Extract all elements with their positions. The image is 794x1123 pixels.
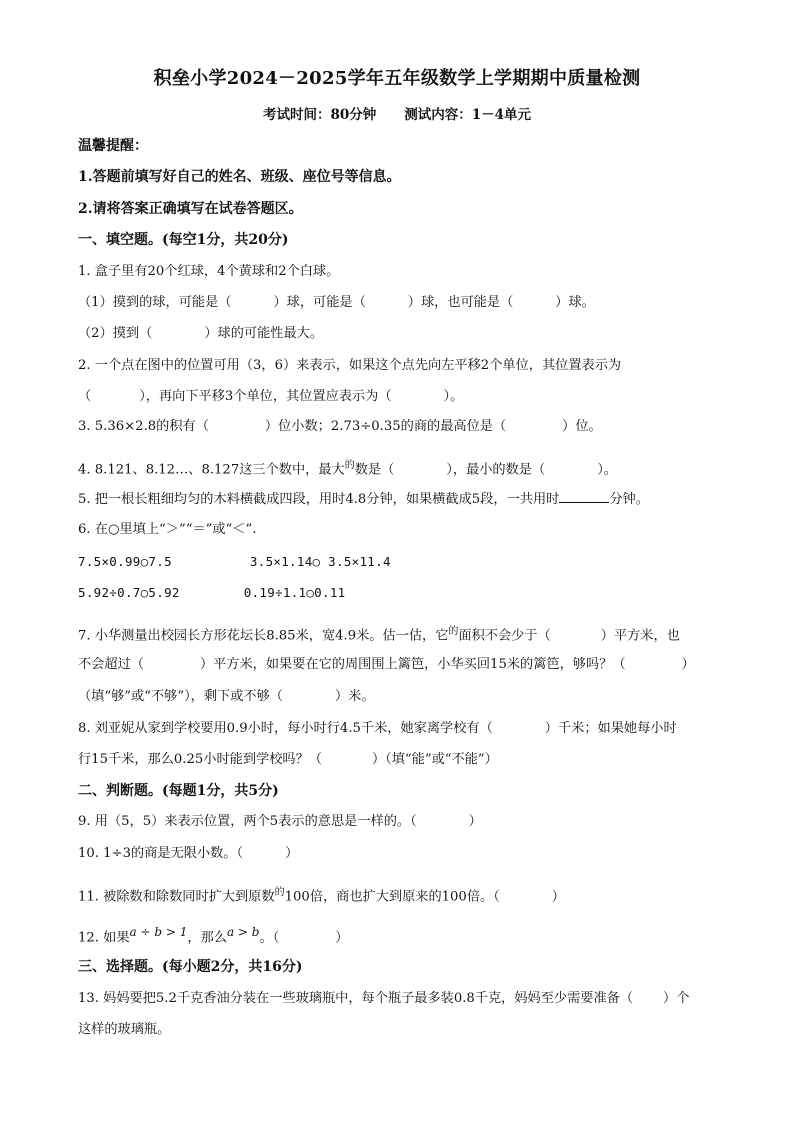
- q7-line-2: [78, 656, 695, 674]
- q3-a: 3. 5.36×2.8的积有（: [78, 419, 209, 434]
- q1-p1-a: （1）摸到的球，可能是（: [78, 295, 232, 310]
- q2-l2-b: ），再向下平移3个单位，其位置应表示为（: [139, 389, 392, 404]
- q10-b: ）: [285, 846, 299, 861]
- q4-b: 数是（: [354, 462, 395, 478]
- q6-row-1: [78, 553, 391, 571]
- q13-line-2: 这样的玻璃瓶。: [78, 1022, 171, 1037]
- q9: [78, 813, 482, 831]
- q7-l2-b: ）平方米，如果要在它的周围围上篱笆，小华买回15米的篱笆，够吗？（: [199, 657, 626, 672]
- q7-l2-c: ）: [681, 657, 695, 672]
- q12-result: a > b: [226, 925, 260, 939]
- q12-d: ）: [335, 930, 349, 946]
- q9-b: ）: [468, 814, 482, 829]
- q8-line-1: [78, 720, 677, 738]
- q7-l1-c: ）平方米，也: [600, 628, 680, 644]
- q7-line-1: [78, 623, 680, 645]
- q7-l2-a: 不会超过（: [78, 657, 144, 672]
- q5-a: 5. 把一根长粗细均匀的木料横截成四段，用时4.8分钟，如果横截成5段，一共用时: [78, 492, 560, 507]
- q1-p1-b: ）球，可能是（: [273, 295, 366, 310]
- q2-line-2: [78, 388, 463, 406]
- q11: [78, 884, 565, 906]
- q4-d: ）。: [597, 462, 617, 478]
- q6-r1c2: 3.5×1.14○ 3.5×11.4: [249, 554, 391, 569]
- q10: [78, 845, 298, 863]
- exam-time: 考试时间：80分钟: [262, 107, 377, 123]
- notice-label: 温馨提醒：: [78, 138, 148, 154]
- q7-l1-b: 面积不会少于（: [458, 628, 551, 644]
- q8-l1-b: ）千米；如果她每小时: [544, 721, 677, 736]
- section-2-title: 二、判断题。(每题1分，共5分): [78, 783, 279, 799]
- exam-title: 积垒小学2024－2025学年五年级数学上学期期中质量检测: [153, 68, 641, 89]
- q6-r2c2: 0.19÷1.1○0.11: [243, 585, 346, 600]
- q13-l1-a: 13. 妈妈要把5.2千克香油分装在一些玻璃瓶中，每个瓶子最多装0.8千克，妈妈至少需要准备（: [78, 991, 634, 1006]
- q5-b: 分钟。: [609, 492, 649, 507]
- q1-p1-d: ）球。: [555, 295, 595, 310]
- q6-r1c1: 7.5×0.99○7.5: [78, 554, 172, 569]
- q1-p2-a: （2）摸到（: [78, 326, 153, 341]
- q4-de: 的: [344, 460, 355, 471]
- notice-item-2: 2.请将答案正确填写在试卷答题区。: [78, 201, 303, 217]
- q7-line-3: [78, 688, 375, 706]
- q7-l3-a: （填“够”或“不够”），剩下或不够（: [78, 689, 283, 704]
- q9-a: 9. 用（5，5）来表示位置，两个5表示的意思是一样的。（: [78, 814, 417, 829]
- q5: [78, 490, 649, 509]
- q7-l3-b: ）米。: [335, 689, 375, 704]
- q4-a: 4. 8.121、8.12…、8.127这三个数中，最大: [78, 462, 345, 478]
- q6-stem: 6. 在○里填上“＞”“＝”或“＜”.: [78, 522, 257, 537]
- q2-line-1: 2. 一个点在图中的位置可用（3，6）来表示，如果这个点先向左平移2个单位，其位置表示为: [78, 358, 622, 373]
- q12-c: 。（: [259, 930, 280, 946]
- q6-row-2: [78, 584, 345, 602]
- q3: [78, 418, 602, 436]
- notice-item-1: 1.答题前填写好自己的姓名、班级、座位号等信息。: [78, 169, 401, 185]
- exam-content: 测试内容：1－4单元: [404, 107, 532, 123]
- q4: [78, 457, 617, 479]
- section-3-title: 三、选择题。(每小题2分，共16分): [78, 959, 303, 975]
- q1-stem: 1. 盒子里有20个红球，4个黄球和2个白球。: [78, 264, 340, 279]
- q1-part-2: [78, 325, 323, 343]
- q4-c: ），最小的数是（: [446, 462, 546, 478]
- q8-l1-a: 8. 刘亚妮从家到学校要用0.9小时，每小时行4.5千米，她家离学校有（: [78, 721, 493, 736]
- q11-a: 11. 被除数和除数同时扩大到原数: [78, 889, 275, 905]
- q12-a: 12. 如果: [78, 930, 130, 946]
- q1-p1-c: ）球，也可能是（: [407, 295, 514, 310]
- q2-l2-c: ）。: [443, 389, 464, 404]
- q11-b: 100倍，商也扩大到原来的100倍。（: [284, 889, 500, 905]
- q12: [78, 923, 348, 947]
- q8-line-2: [78, 751, 498, 769]
- q12-condition: a ÷ b > 1: [129, 925, 188, 939]
- q11-c: ）: [551, 889, 565, 905]
- q1-part-1: [78, 294, 595, 312]
- q7-de: 的: [448, 626, 459, 637]
- q8-l2-a: 行15千米，那么0.25小时能到学校吗？（: [78, 752, 322, 767]
- section-1-title: 一、填空题。(每空1分，共20分): [78, 232, 289, 248]
- q13-l1-b: ）个: [663, 991, 690, 1006]
- q2-l2-a: （: [78, 389, 92, 404]
- q6-r2c1: 5.92÷0.7○5.92: [78, 585, 180, 600]
- q7-l1-a: 7. 小华测量出校园长方形花坛长8.85米，宽4.9米。估一估，它: [78, 628, 449, 644]
- q3-b: ）位小数；2.73÷0.35的商的最高位是（: [264, 419, 507, 434]
- exam-subtitle: [0, 103, 794, 123]
- q8-l2-b: ）（填“能”或“不能”）: [371, 752, 498, 767]
- q12-b: ，那么: [187, 930, 227, 946]
- q3-c: ）位。: [562, 419, 602, 434]
- q13-line-1: [78, 990, 689, 1008]
- q1-p2-b: ）球的可能性最大。: [204, 326, 324, 341]
- q11-de: 的: [274, 887, 285, 898]
- q10-a: 10. 1÷3的商是无限小数。（: [78, 846, 244, 861]
